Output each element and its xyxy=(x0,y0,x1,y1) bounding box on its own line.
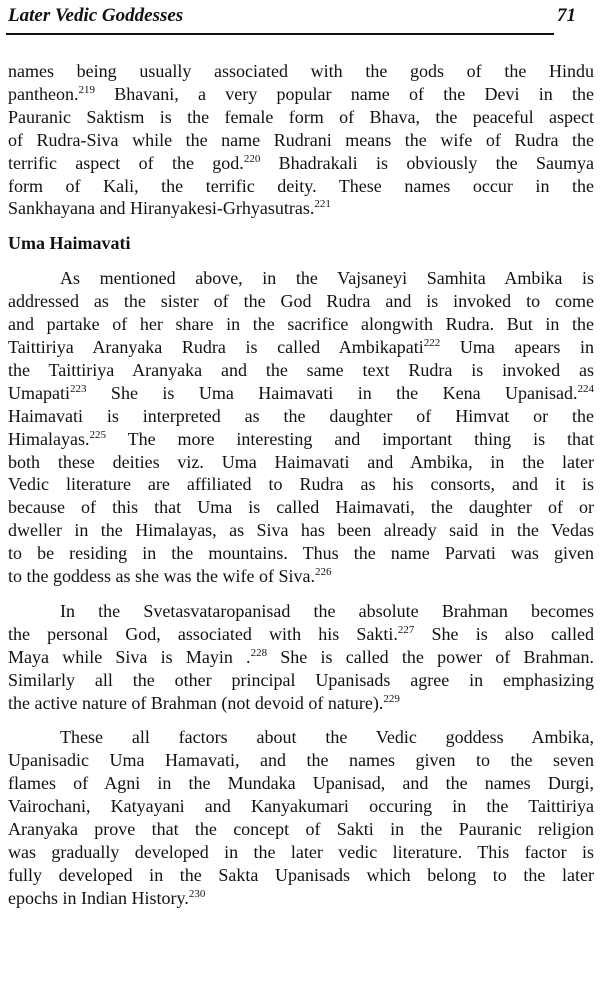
text-span: Uma apears in xyxy=(440,336,594,357)
footnote-ref: 229 xyxy=(383,692,400,705)
text-line: Vairochani, Katyayani and Kanyakumari occuring in the Taittiriya xyxy=(8,796,594,817)
footnote-ref: 220 xyxy=(243,152,261,165)
text-line: was gradually developed in the later vedic literature. This factor is xyxy=(8,842,594,862)
section-heading: Uma Haimavati xyxy=(8,233,131,254)
paragraph-gap xyxy=(8,714,594,726)
paragraph-4 xyxy=(8,726,594,909)
page-number: 71 xyxy=(557,5,576,26)
text-line: flames of Agni in the Mundaka Upanisad, and the names Durgi, xyxy=(8,773,594,794)
text-line: of Rudra-Siva while the name Rudrani means the wife of Rudra the xyxy=(8,129,594,150)
text-line xyxy=(8,623,594,646)
text-line: As mentioned above, in the Vajsaneyi Samhita Ambika is xyxy=(60,268,594,289)
text-line: addressed as the sister of the God Rudra and is invoked to come xyxy=(8,291,594,312)
text-line: because of this that Uma is called Haimavati, the daughter of or xyxy=(8,497,594,518)
text-line: dweller in the Himalayas, as Siva has been already said in the Vedas xyxy=(8,520,594,541)
text-line xyxy=(8,336,594,359)
footnote-ref: 226 xyxy=(314,566,332,579)
footnote-ref: 222 xyxy=(423,336,441,349)
text-span: She is Uma Haimavati in the Kena Upanisad. xyxy=(86,382,578,403)
text-span: pantheon. xyxy=(8,83,79,104)
text-line: and partake of her share in the sacrifice alongwith Rudra. But in the xyxy=(8,314,594,335)
text-line xyxy=(8,197,594,220)
paragraph-gap xyxy=(8,588,594,600)
running-title: Later Vedic Goddesses xyxy=(8,5,184,26)
footnote-ref: 225 xyxy=(89,428,106,441)
footnote-ref: 221 xyxy=(314,198,331,211)
text-span: the active nature of Brahman (not devoid of nature). xyxy=(8,692,384,713)
footnote-ref: 224 xyxy=(577,382,594,395)
text-line xyxy=(8,565,594,588)
header-rule xyxy=(6,33,554,35)
text-line xyxy=(8,692,594,715)
text-line: In the Svetasvataropanisad the absolute Brahman becomes xyxy=(60,600,594,621)
text-line: Aranyaka prove that the concept of Sakti in the Pauranic religion xyxy=(8,819,594,840)
text-span: She is called the power of Brahman. xyxy=(267,646,594,667)
text-line xyxy=(8,887,594,910)
footnote-ref: 223 xyxy=(69,382,87,395)
page-body xyxy=(8,60,594,910)
text-line xyxy=(8,152,594,175)
paragraph-2 xyxy=(8,267,594,588)
text-line: the Taittiriya Aranyaka and the same text Rudra is invoked as xyxy=(8,359,594,380)
text-line: to be residing in the mountains. Thus the name Parvati was given xyxy=(8,543,594,564)
text-span: She is also called xyxy=(414,623,594,644)
text-span: Sankhayana and Hiranyakesi-Grhyasutras. xyxy=(8,198,315,219)
text-span: to the goddess as she was the wife of Siva. xyxy=(8,566,315,587)
text-span: epochs in Indian History. xyxy=(8,887,189,908)
footnote-ref: 219 xyxy=(78,83,95,96)
footnote-ref: 227 xyxy=(397,623,415,636)
text-line xyxy=(8,382,594,405)
text-span: Himalayas. xyxy=(8,428,90,449)
text-span: terrific aspect of the god. xyxy=(8,152,244,173)
text-span: the personal God, associated with his Sakti. xyxy=(8,623,398,644)
text-span: Bhavani, a very popular name of the Devi in the xyxy=(94,83,594,104)
text-span: Taittiriya Aranyaka Rudra is called Ambikapati xyxy=(8,336,424,357)
text-line: form of Kali, the terrific deity. These names occur in the xyxy=(8,175,594,196)
paragraph-3 xyxy=(8,600,594,715)
text-line: These all factors about the Vedic goddess Ambika, xyxy=(60,727,594,748)
footnote-ref: 230 xyxy=(188,887,206,900)
text-line xyxy=(8,646,594,669)
text-line: Haimavati is interpreted as the daughter of Himvat or the xyxy=(8,405,594,426)
text-line: Similarly all the other principal Upanisads agree in emphasizing xyxy=(8,669,594,690)
text-span: Bhadrakali is obviously the Saumya xyxy=(260,152,595,173)
running-header xyxy=(8,2,576,32)
text-line: Pauranic Saktism is the female form of Bhava, the peaceful aspect xyxy=(8,106,594,127)
text-line: Vedic literature are affiliated to Rudra as his consorts, and it is xyxy=(8,474,594,495)
paragraph-1 xyxy=(8,60,594,220)
text-line: names being usually associated with the gods of the Hindu xyxy=(8,61,594,81)
text-span: The more interesting and important thing is that xyxy=(105,428,594,449)
text-line xyxy=(8,428,594,451)
text-line: both these deities viz. Uma Haimavati and Ambika, in the later xyxy=(8,451,594,472)
text-span: Umapati xyxy=(8,382,70,403)
text-line: fully developed in the Sakta Upanisads which belong to the later xyxy=(8,864,594,885)
text-line: Upanisadic Uma Hamavati, and the names given to the seven xyxy=(8,750,594,771)
text-line xyxy=(8,83,594,106)
footnote-ref: 228 xyxy=(250,646,268,659)
text-span: Maya while Siva is Mayin . xyxy=(8,646,251,667)
